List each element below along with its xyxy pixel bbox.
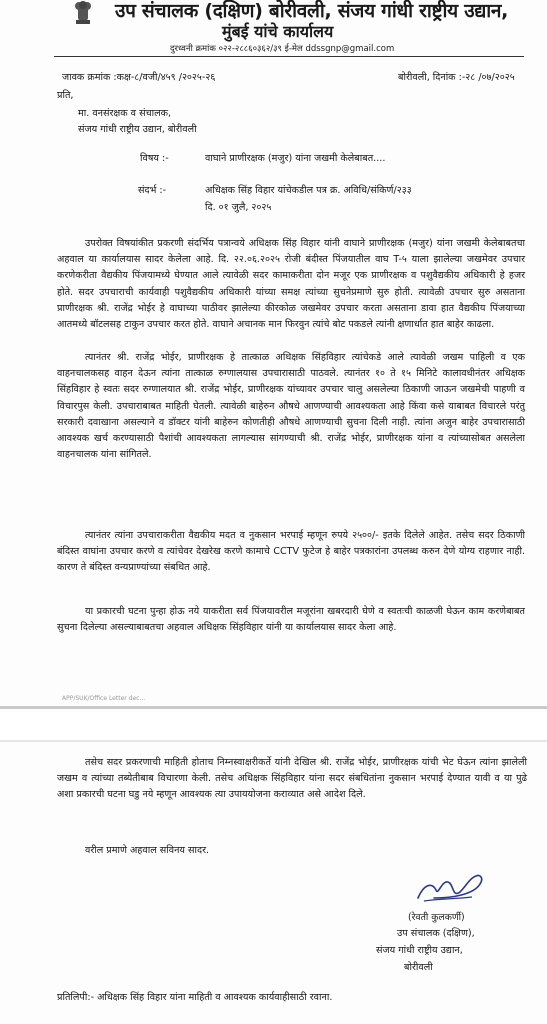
addressee-line-2: संजय गांधी राष्ट्रीय उद्यान, बोरीवली (78, 124, 197, 135)
subject-text: वाघाने प्राणीरक्षक (मजुर) यांना जखमी केलेबाबत.... (205, 153, 386, 164)
body-paragraph-5: तसेच सदर प्रकरणाची माहिती होताच निम्नस्वाक्षरीकर्ते यांनी देखिल श्री. राजेंद्र भोईर, प्राणीरक्षक यांची भेट घेऊन त्यांना झालेली जखम व त्यांच्या तब्येतीबाब विचारणा केली. तसेच अधिक्षक सिंहविहार यांना सदर संबधितांना नुकसान भरपाई देण्यात यावी व या पुढे अशा प्रकारची घटना घडु नये म्हणून आवश्यक त्या उपाययोजना कराव्यात असे आदेश दिले. (57, 757, 527, 801)
contact-line: दुरध्वनी क्रमांक ०२२-२८८६०३६२/३९ ई-मेल ddssgnp@gmail.com (170, 44, 395, 54)
body-paragraph-3: त्यानंतर त्यांना उपचाराकरीता वैद्यकीय मदत व नुकसान भरपाई म्हणून रुपये २५००/- इतके दिलेले आहेत. तसेच सदर ठिकाणी बंदिस्त वाघांना उपचार करणे व त्यांचेवर देखरेख करणे कामाचे CCTV फुटेज हे बाहेर पत्रकारांना उपलब्ध करुन देणे योग्य राहणार नाही. कारण ते बंदिस्त वन्यप्राण्यांच्या संबधित आहे. (57, 530, 526, 574)
signer-place: बोरीवली (404, 962, 433, 973)
place-and-date: बोरीवली, दिनांक :-२८ /०७/२०२५ (398, 72, 515, 83)
salutation-to: प्रति, (57, 90, 74, 101)
page-gap (0, 712, 547, 740)
office-title: उप संचालक (दक्षिण) बोरीवली, संजय गांधी राष्ट्रीय उद्यान, (115, 0, 509, 22)
body-paragraph-2: त्यानंतर श्री. राजेंद्र भोईर, प्राणीरक्षक हे तात्काळ अधिक्षक सिंहविहार त्यांचेकडे आले त्यावेळी जखम पाहिली व एक वाहनचालकसह वाहन देऊन त्यांना तात्काळ रुग्णालयास उपचारासाठी पाठवले. त्यानंतर १० ते १५ मिनिटे कालावधीनंतर अधिक्षक सिंहविहार हे स्वतः सदर रुग्णालयात श्री. राजेंद्र भोईर, प्राणीरक्षक यांच्यावर उपचार चालु असलेल्या ठिकाणी जाऊन जखमेची पाहणी व विचारपुस केली. उपचाराबाबत माहिती घेतली. त्यावेळी बाहेरुन औषधे आणण्याची आवश्यकता आहे किंवा कसे याबाबत विचारले परंतु सरकारी दवाखाना असल्याने व डॉक्टर यांनी बाहेरुन कोणतीही औषधे आणण्याची सुचना दिली नाही. त्यांना अजुन बाहेर उपचारासाठी आवश्यक खर्च करण्यासाठी पैशांची आवश्यकता लागल्यास सांगण्याची श्री. राजेंद्र भोईर, प्राणीरक्षक यांना व त्यांच्यासोबत असलेला वाहनचालक यांना सांगितले. (57, 352, 525, 461)
subject-label: विषय :- (140, 153, 169, 164)
state-emblem-icon (70, 0, 96, 26)
signer-office: संजय गांधी राष्ट्रीय उद्यान, (376, 945, 463, 956)
page-edge (0, 706, 547, 709)
reference-line-1: अधिक्षक सिंह विहार यांचेकडील पत्र क्र. अविधि/संकिर्ण/२३३ (205, 185, 412, 196)
reference-label: संदर्भ :- (138, 185, 167, 196)
header-divider (54, 56, 524, 57)
copy-to-line: प्रतिलिपी:- अधिक्षक सिंह विहार यांना माहिती व आवश्यक कार्यवाहीसाठी रवाना. (57, 992, 333, 1003)
addressee-line-1: मा. वनसंरक्षक व संचालक, (78, 108, 172, 119)
signer-designation: उप संचालक (दक्षिण), (397, 928, 475, 939)
body-paragraph-1: उपरोक्त विषयांकीत प्रकरणी संदर्भिय पत्रान्वये अधिक्षक सिंह विहार यांनी वाघाने प्राणीरक्षक (मजुर) यांना जखमी केलेबाबतचा अहवाल या कार्यालयास सादर केलेला आहे. दि. २२.०६.२०२५ रोजी बंदीस्त पिंजयातील वाघ T-५ याला झालेल्या जखमेवर उपचार करणेकरीता वैद्यकीय पिंजयामध्ये घेण्यात आले त्यावेळी सदर कामाकरीता दोन मजूर एक प्राणीरक्षक व पशुवैद्यकीय अधिकारी हे हजर होते. सदर उपचाराची कार्यवाही पशुवैद्यकीय अधिकारी यांच्या समक्ष त्यांच्या सुचनेप्रमाणे सुरु होती. त्यावेळी उपचार सुरु असताना प्राणीरक्षक श्री. राजेंद्र भोईर हे वाघाच्या पाठीवर झालेल्या कीरकोळ जखमेवर उपचार करता असताना डावा हात वैद्यकीय पिंजयाच्या आतमध्ये बॉटलसह टाकुन उपचार करत होते. वाघाने अचानक मान फिरवुन त्यांचे बोट पकडले त्यांनी क्षणार्धात हात बाहेर काढला. (57, 238, 525, 331)
outward-reference-number: जावक क्रमांक :कक्ष-८/वजी/४५९ /२०२५-२६ (62, 72, 216, 83)
page-edge-top (0, 740, 547, 742)
reference-line-2: दि. ०१ जुलै, २०२५ (205, 202, 272, 213)
document-footer-tag: APP/SUK/Office Letter dec... (62, 695, 146, 702)
body-paragraph-4: या प्रकारची घटना पुन्हा होऊ नये याकरीता सर्व पिंजयावरील मजूरांना खबरदारी घेणे व स्वतःची काळजी घेऊन काम करणेबाबत सुचना दिलेल्या असल्याबाबतचा अहवाल अधिक्षक सिंहविहार यांनी या कार्यालयास सादर केला आहे. (57, 606, 525, 634)
handwritten-signature (414, 868, 486, 908)
signer-name: (रेवती कुलकर्णी) (408, 912, 465, 923)
office-subtitle: मुंबई यांचे कार्यालय (222, 22, 334, 41)
closing-line: वरील प्रमाणे अहवाल सविनय सादर. (85, 845, 210, 856)
